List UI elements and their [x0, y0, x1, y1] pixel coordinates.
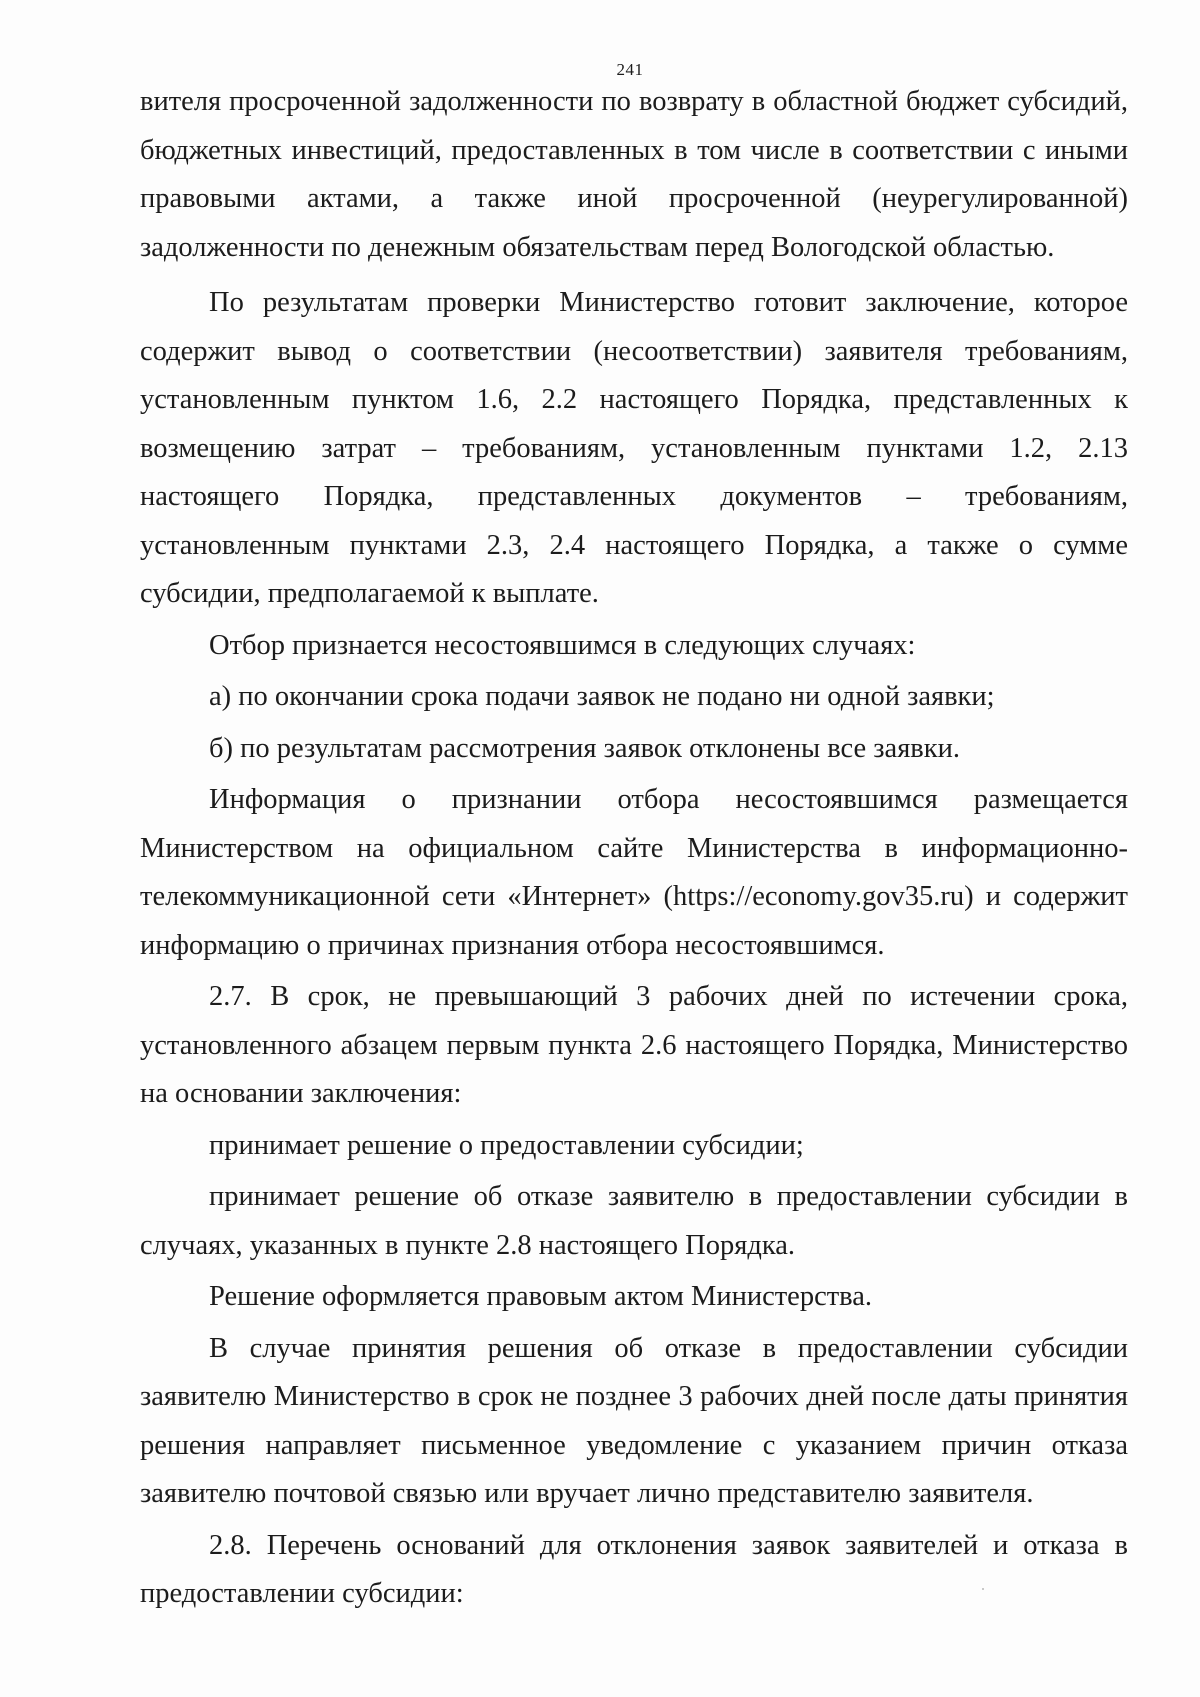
paragraph-failure-information: Информация о признании отбора несостоявшимся размещается Министерством на официальном сайте Министерства в информационно-телекоммуникационной сети «Интернет» (https://economy.gov35.ru) и содержит информацию о причинах признания отбора несостоявшимся.: [140, 784, 1128, 961]
paragraph-legal-act: Решение оформляется правовым актом Министерства.: [209, 1281, 873, 1312]
paragraph-continuation: вителя просроченной задолженности по возврату в областной бюджет субсидий, бюджетных инвестиций, предоставленных в том числе в соответствии с иными правовыми актами, а также иной просроченной (неурегулированной) задолженности по денежным обязательствам перед Вологодской областью.: [140, 86, 1128, 263]
list-item-a: а) по окончании срока подачи заявок не подано ни одной заявки;: [209, 681, 995, 712]
list-item-b: б) по результатам рассмотрения заявок отклонены все заявки.: [209, 732, 960, 764]
document-body: [140, 78, 1128, 1619]
paragraph-refusal-decision: принимает решение об отказе заявителю в предоставлении субсидии в случаях, указанных в пункте 2.8 настоящего Порядка.: [140, 1181, 1128, 1261]
paragraph-verification-results: По результатам проверки Министерство готовит заключение, которое содержит вывод о соответствии (несоответствии) заявителя требованиям, установленным пунктом 1.6, 2.2 настоящего Порядка, представленных к возмещению затрат – требованиям, установленным пунктами 1.2, 2.13 настоящего Порядка, представленных документов – требованиям, установленным пунктами 2.3, 2.4 настоящего Порядка, а также о сумме субсидии, предполагаемой к выплате.: [140, 287, 1128, 609]
paragraph-section-2-7: 2.7. В срок, не превышающий 3 рабочих дней по истечении срока, установленного абзацем первым пункта 2.6 настоящего Порядка, Министерство на основании заключения:: [140, 981, 1128, 1109]
paragraph-grant-decision: принимает решение о предоставлении субсидии;: [209, 1129, 804, 1161]
scan-dust-mark: [982, 1588, 984, 1590]
paragraph-refusal-notice: В случае принятия решения об отказе в предоставлении субсидии заявителю Министерство в срок не позднее 3 рабочих дней после даты принятия решения направляет письменное уведомление с указанием причин отказа заявителю почтовой связью или вручает лично представителю заявителя.: [140, 1332, 1128, 1509]
page-number: 241: [616, 60, 644, 79]
paragraph-section-2-8: 2.8. Перечень оснований для отклонения заявок заявителей и отказа в предоставлении субсидии:: [140, 1529, 1128, 1609]
paragraph-selection-failed: Отбор признается несостоявшимся в следующих случаях:: [209, 629, 916, 661]
